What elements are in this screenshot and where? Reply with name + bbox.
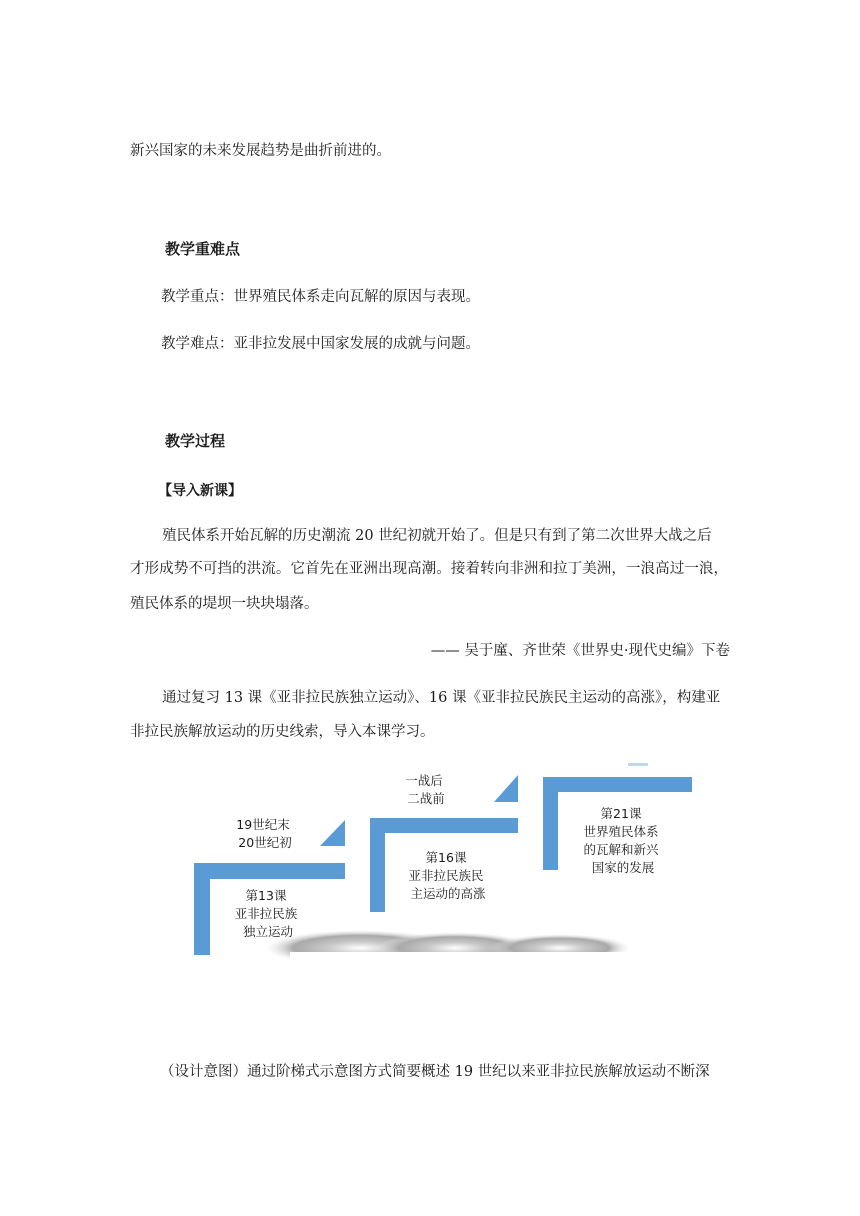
step-2-triangle xyxy=(494,775,518,802)
section-heading-difficulty: 教学重难点 xyxy=(165,240,241,258)
step-3-lesson: 第21课 世界殖民体系 的瓦解和新兴 国家的发展 xyxy=(583,806,659,875)
review-line: 通过复习 13 课《亚非拉民族独立运动》、16 课《亚非拉民族民主运动的高涨》，构建亚 xyxy=(162,690,721,706)
step-1-time: 19世纪末 20世纪初 xyxy=(236,817,292,850)
step-1-lesson: 第13课 亚非拉民族 独立运动 xyxy=(234,888,298,939)
quote-source: —— 吴于廑、齐世荣《世界史·现代史编》下卷 xyxy=(430,643,730,659)
intro-line: 新兴国家的未来发展趋势是曲折前进的。 xyxy=(130,143,391,159)
sub-heading-intro: 【导入新课】 xyxy=(158,483,242,499)
review-line: 非拉民族解放运动的历史线索，导入本课学习。 xyxy=(130,724,435,740)
design-note: （设计意图）通过阶梯式示意图方式简要概述 19 世纪以来亚非拉民族解放运动不断深 xyxy=(160,1064,710,1080)
step-1-triangle xyxy=(320,820,345,846)
hard-point-text: 教学难点：亚非拉发展中国家发展的成就与问题。 xyxy=(161,336,480,352)
quote-line: 才形成势不可挡的洪流。它首先在亚洲出现高潮。接着转向非洲和拉丁美洲，一浪高过一浪， xyxy=(130,561,728,577)
section-heading-process: 教学过程 xyxy=(165,432,226,450)
quote-line: 殖民体系的堤坝一块块塌落。 xyxy=(130,596,319,612)
step-2-lesson: 第16课 亚非拉民族民 主运动的高涨 xyxy=(408,850,486,901)
quote-line: 殖民体系开始瓦解的历史潮流 20 世纪初就开始了。但是只有到了第二次世界大战之后 xyxy=(162,528,712,544)
key-point-text: 教学重点：世界殖民体系走向瓦解的原因与表现。 xyxy=(161,289,480,305)
step-2-time: 一战后 二战前 xyxy=(405,773,445,806)
